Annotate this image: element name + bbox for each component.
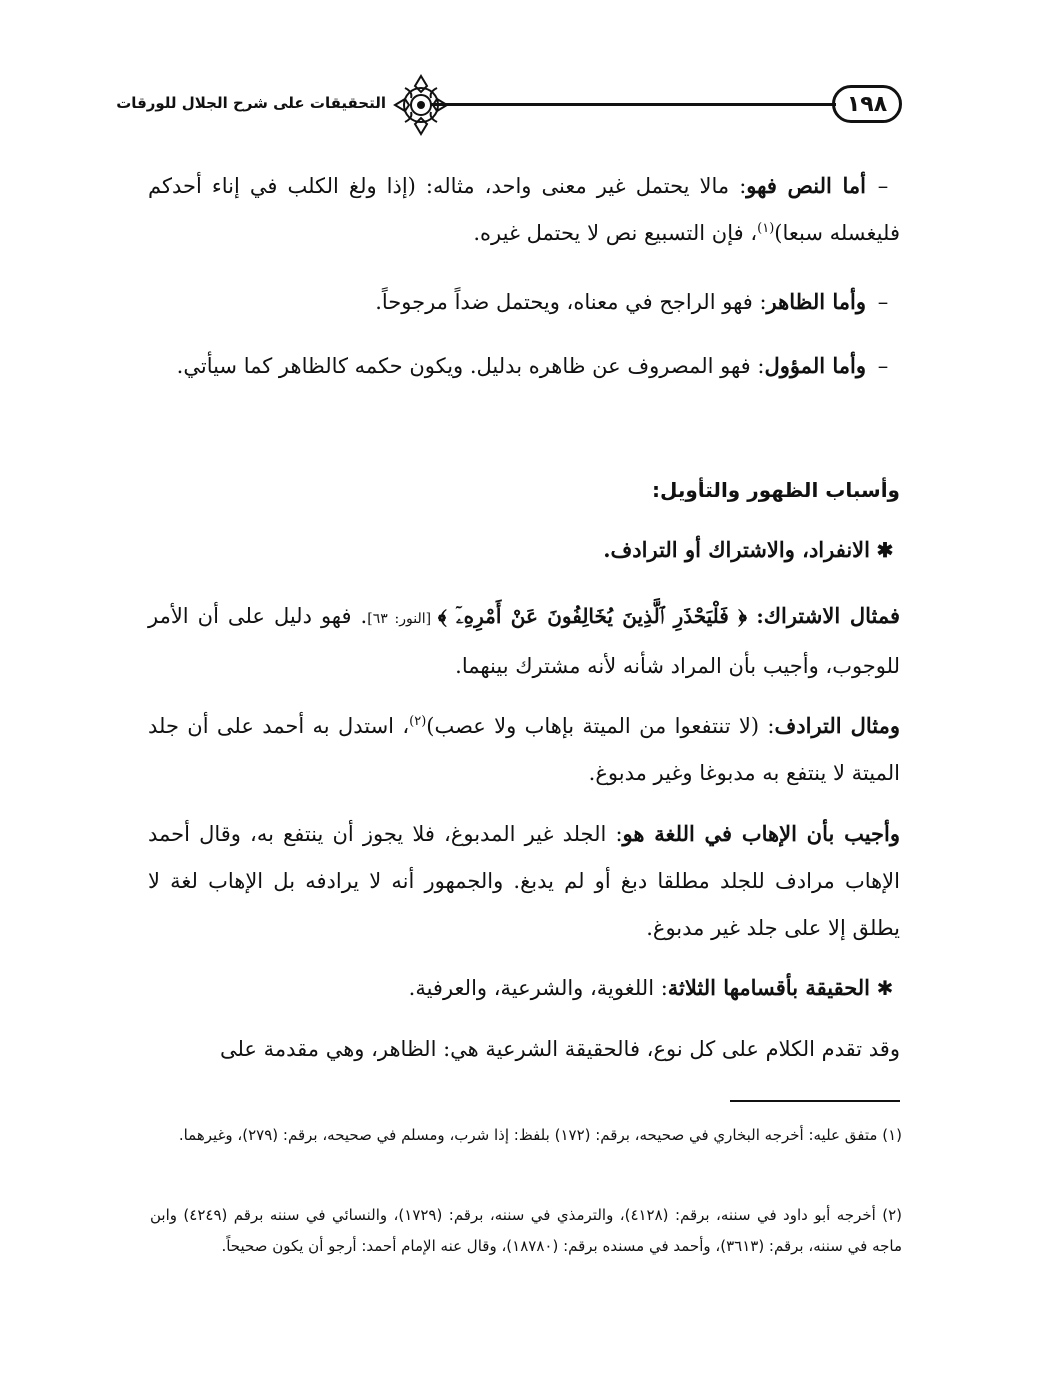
term-nass: أما النص فهو	[746, 173, 867, 198]
taraduf-text: : (لا تنتفعوا من الميتة بإهاب ولا عصب)	[426, 714, 775, 738]
footnote-text: أخرجه أبو داود في سننه، برقم: (٤١٢٨)، والترمذي في سننه، برقم: (١٧٢٩)، والنسائي في سننه برقم (٤٢٤٩) وابن ماجه في سننه، برقم: (٣٦١٣)، وأحمد في مسنده برقم: (١٨٧٨٠)، وقال عنه الإمام أحمد: أرجو أن يكون صحيحاً.	[150, 1206, 902, 1255]
footnote-ref-1[interactable]: (١)	[757, 221, 775, 236]
causes-list	[148, 526, 900, 574]
term-muawwal: وأما المؤول	[764, 353, 866, 378]
footnote-number: (١)	[882, 1126, 902, 1144]
term-ishtirak: فمثال الاشتراك	[763, 603, 901, 628]
footnote-1	[150, 1120, 902, 1151]
star-bullet-icon: ✱	[876, 538, 894, 562]
zahir-text: : فهو الراجح في معناه، ويحتمل ضداً مرجوحاً.	[375, 290, 767, 314]
page-number-badge	[832, 85, 902, 123]
footnote-text: متفق عليه: أخرجه البخاري في صحيحه، برقم: (١٧٢) بلفظ: إذا شرب، ومسلم في صحيحه، برقم: (٢٧٩)، وغيرهما.	[178, 1126, 878, 1144]
section-heading: وأسباب الظهور والتأويل:	[651, 478, 900, 502]
ishtirak-tail: . فهو دليل على أن الأمر للوجوب، وأجيب بأن المراد شأنه لأنه مشترك بينهما.	[148, 604, 900, 678]
nass-tail: ، فإن التسبيع نص لا يحتمل غيره.	[473, 221, 758, 245]
dash-bullet: –	[877, 290, 889, 314]
star-bullet-icon: ✱	[876, 976, 894, 1000]
book-title: التحقيقات على شرح الجلال للورقات	[116, 94, 386, 112]
term-ujib: وأجيب بأن الإهاب في اللغة هو	[622, 821, 900, 846]
page-number: ١٩٨	[846, 91, 888, 117]
term-zahir: وأما الظاهر	[766, 289, 866, 314]
answer-paragraph	[148, 810, 900, 952]
muawwal-text: : فهو المصروف عن ظاهره بدليل. ويكون حكمه كالظاهر كما سيأتي.	[176, 354, 765, 378]
ujib-text: : الجلد غير المدبوغ، فلا يجوز أن ينتفع به، وقال أحمد الإهاب مرادف للجلد مطلقا دبغ أو لم يدبغ. والجمهور أنه لا يرادفه بل الإهاب لغة لا يطلق إلا على جلد غير مدبوغ.	[148, 822, 900, 940]
causes-text: الانفراد، والاشتراك أو الترادف.	[603, 537, 870, 562]
definition-muawwal	[148, 342, 900, 390]
haqiqa-item	[148, 964, 900, 1012]
ornament-icon	[391, 70, 451, 140]
footnote-number: (٢)	[882, 1206, 903, 1224]
definition-nass	[148, 162, 900, 257]
continuation-line: وقد تقدم الكلام على كل نوع، فالحقيقة الشرعية هي: الظاهر، وهي مقدمة على	[219, 1037, 900, 1061]
nass-text: : مالا يحتمل غير معنى واحد، مثاله: (إذا ولغ الكلب في إناء أحدكم فليغسله سبعا)	[148, 174, 900, 245]
dash-bullet: –	[877, 354, 889, 378]
header-rule	[430, 103, 836, 106]
taraduf-tail: ، استدل به أحمد على أن جلد الميتة لا ينتفع به مدبوغا وغير مدبوغ.	[148, 714, 900, 785]
haqiqa-text: : اللغوية، والشرعية، والعرفية.	[408, 976, 668, 1000]
example-taraduf	[148, 702, 900, 797]
footnote-ref-2[interactable]: (٢)	[409, 714, 427, 729]
term-taraduf: ومثال الترادف	[774, 713, 900, 738]
term-haqiqa: الحقيقة بأقسامها الثلاثة	[667, 975, 870, 1000]
verse-reference: [النور: ٦٣]	[367, 611, 438, 627]
quran-verse: : ﴿ فَلْيَحْذَرِ ٱلَّذِينَ يُخَالِفُونَ عَنْ أَمْرِهِۦٓ ﴾	[437, 604, 764, 628]
dash-bullet: –	[877, 174, 889, 198]
footnote-rule	[730, 1100, 900, 1102]
example-ishtirak	[148, 592, 900, 690]
definition-zahir	[148, 278, 900, 326]
footnote-2	[150, 1200, 902, 1262]
